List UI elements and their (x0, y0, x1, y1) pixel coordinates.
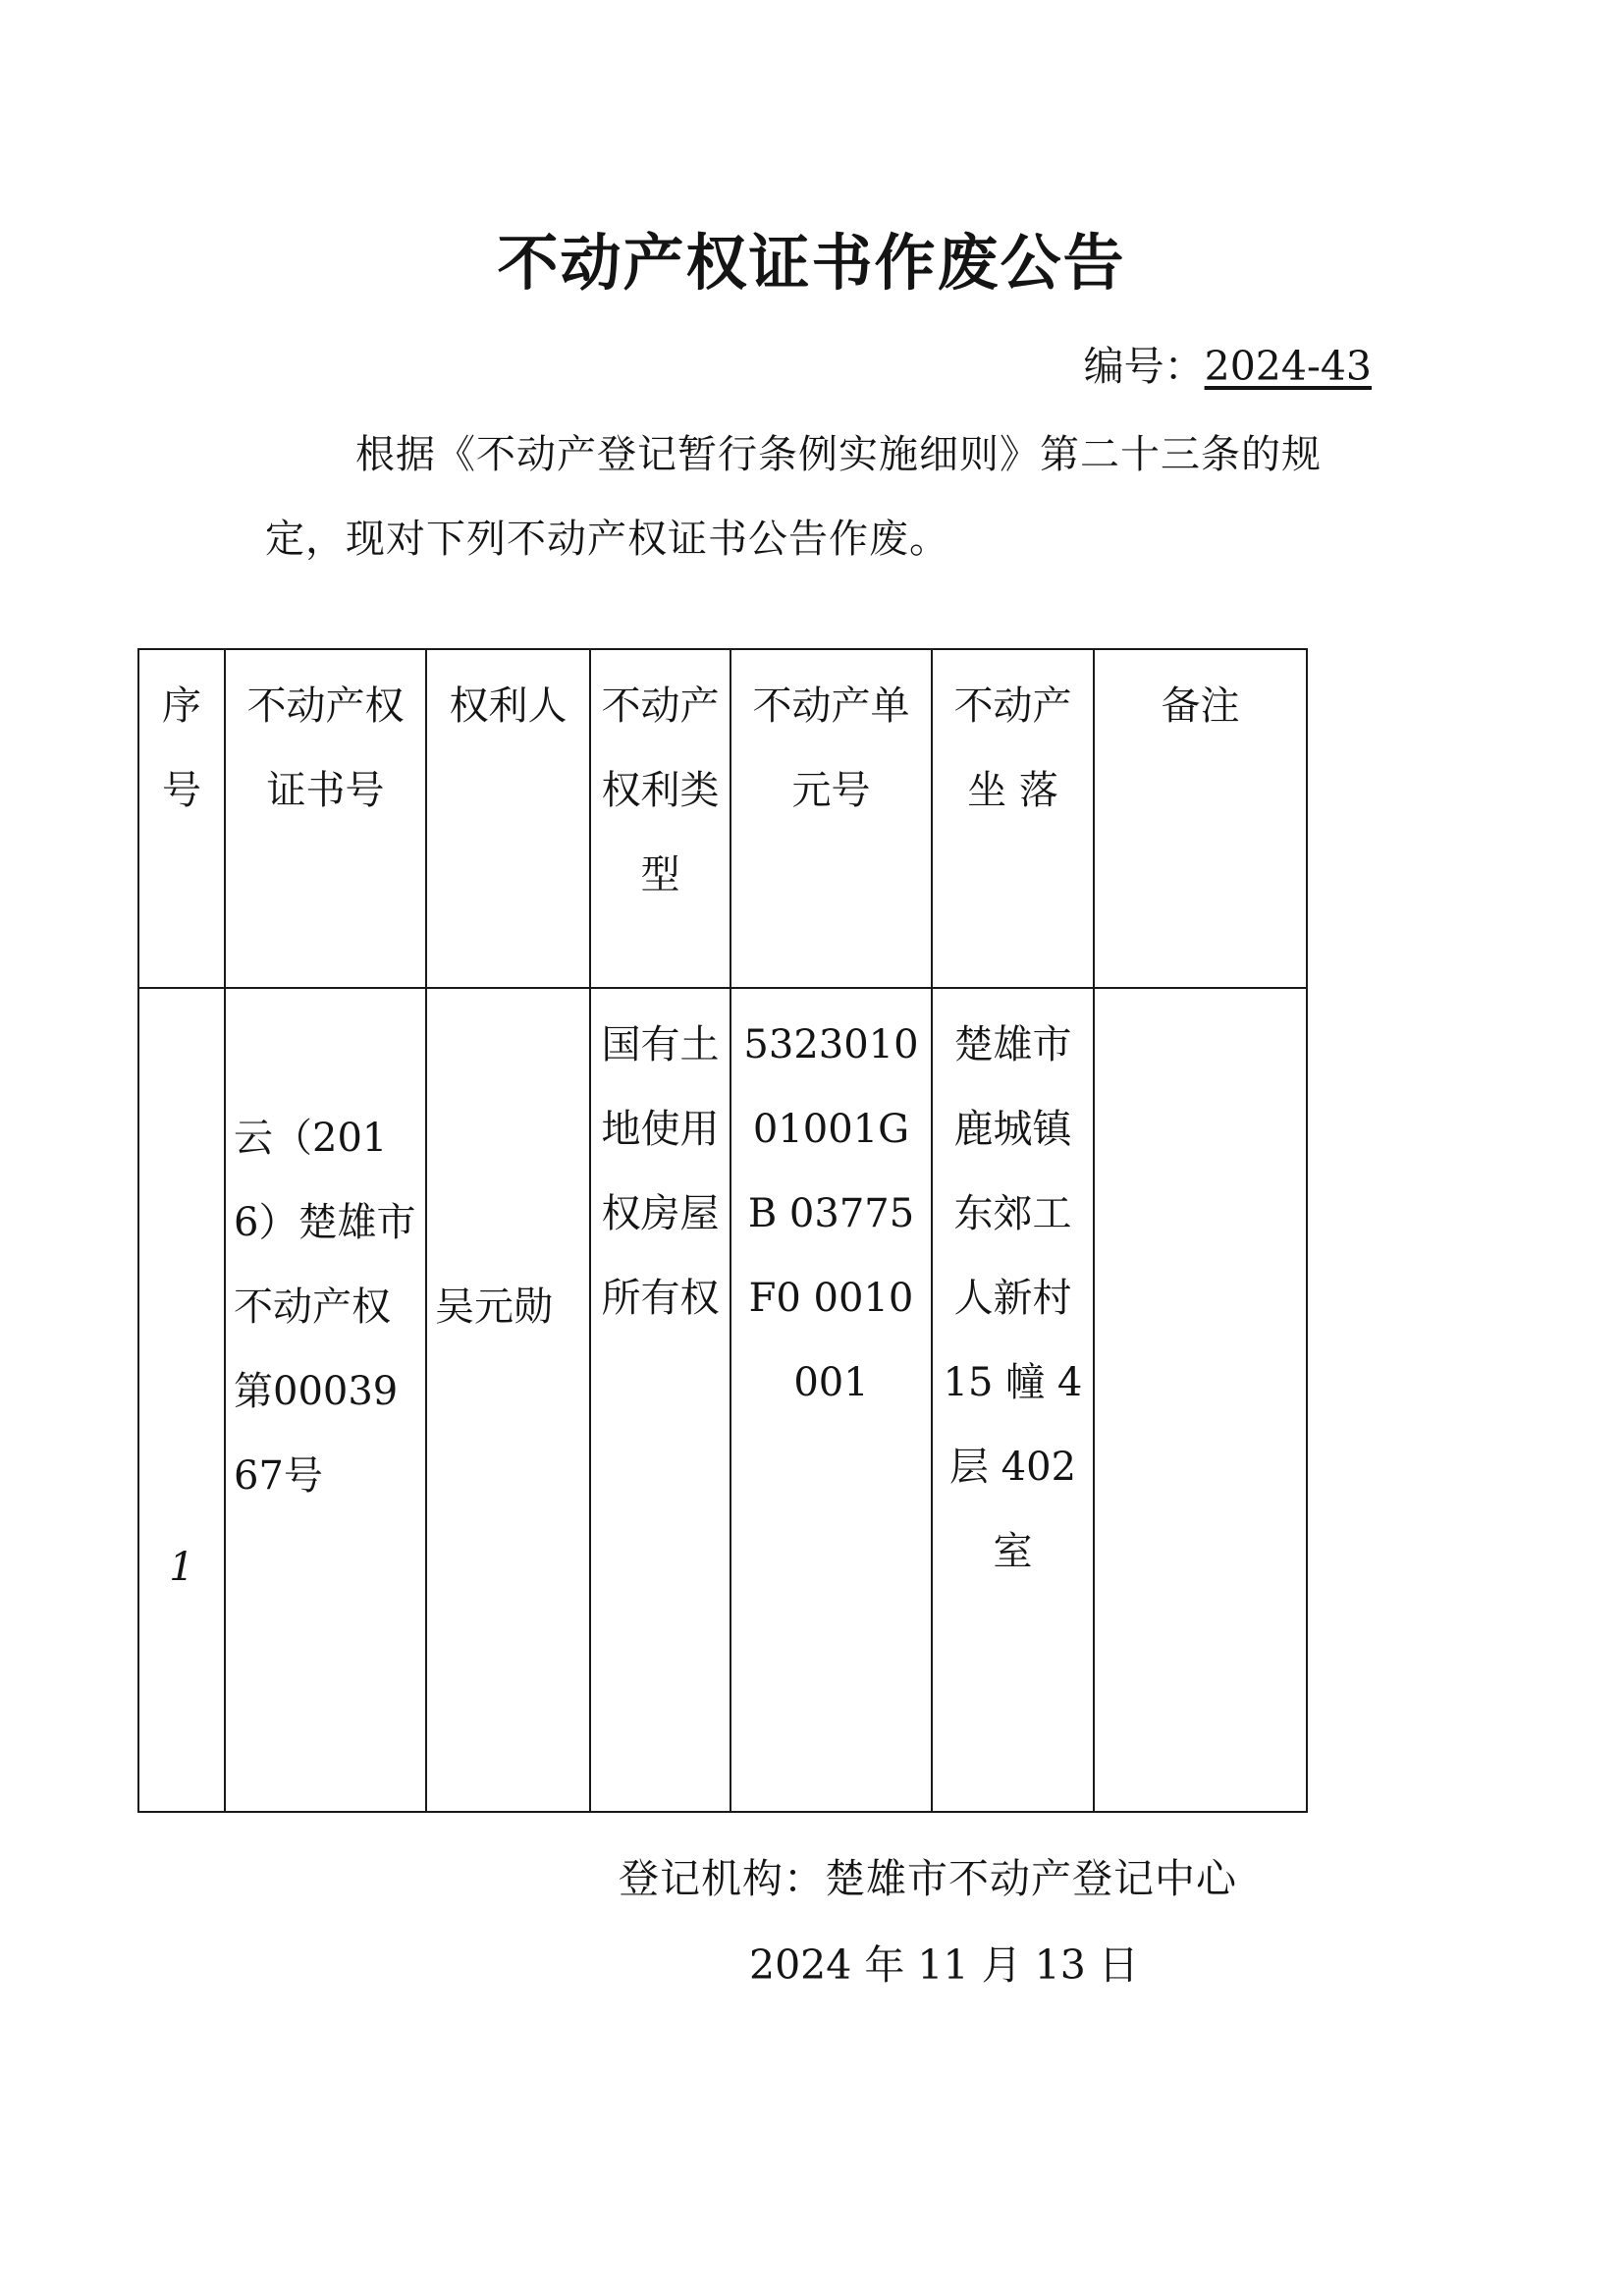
registration-authority: 登记机构：楚雄市不动产登记中心 (619, 1855, 1237, 1902)
notice-number-value: 2024-43 (1204, 343, 1372, 390)
row-right-type: 国有土地使用权房屋所有权 (590, 988, 730, 1812)
row-location: 楚雄市鹿城镇东郊工人新村 15 幢 4 层 402 室 (932, 988, 1094, 1812)
row-index: 1 (138, 988, 225, 1812)
header-location: 不动产坐 落 (932, 649, 1094, 988)
row-unit-no: 5323010 01001GB 03775F0 0010001 (730, 988, 932, 1812)
header-unit-no: 不动产单元号 (730, 649, 932, 988)
notice-number-label: 编号： (1083, 343, 1205, 390)
table-row (138, 988, 1307, 1812)
notice-number (1084, 334, 1372, 392)
row-holder: 吴元勋 (426, 988, 590, 1812)
void-certificate-table (137, 648, 1308, 1813)
page-title: 不动产权证书作废公告 (497, 227, 1126, 299)
table-header-row (138, 649, 1307, 988)
header-cert-no: 不动产权证书号 (225, 649, 426, 988)
intro-paragraph: 根据《不动产登记暂行条例实施细则》第二十三条的规定，现对下列不动产权证书公告作废。 (265, 432, 1322, 562)
header-right-type: 不动产权利类型 (590, 649, 730, 988)
header-holder: 权利人 (426, 649, 590, 988)
notice-date: 2024 年 11 月 13 日 (749, 1941, 1139, 1989)
row-remark (1094, 988, 1307, 1812)
header-remark: 备注 (1094, 649, 1307, 988)
header-index: 序号 (138, 649, 225, 988)
row-cert-no: 云（2016）楚雄市不动产权第0003967号 (225, 988, 426, 1812)
